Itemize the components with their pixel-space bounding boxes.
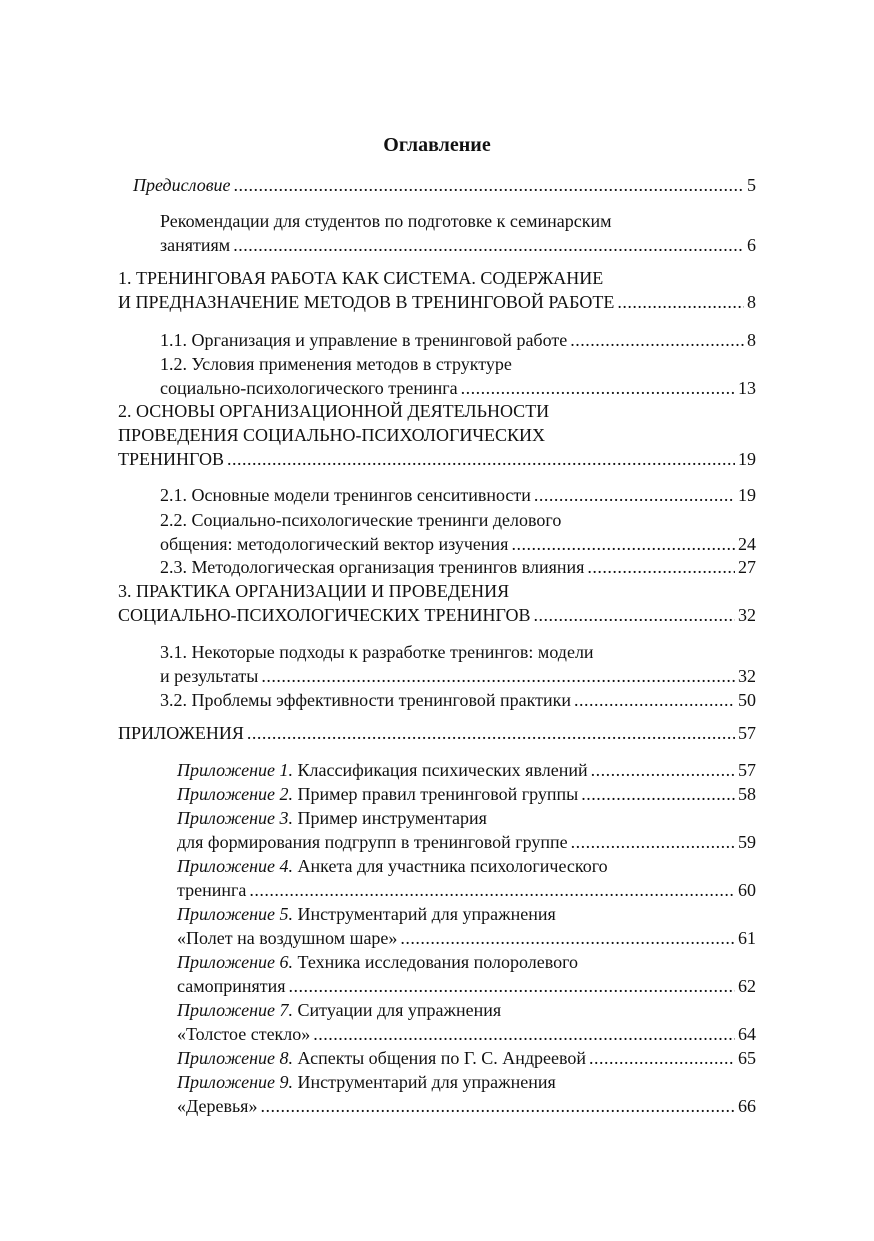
page-number: 6 [747, 235, 756, 255]
toc-entry-section-1-1[interactable] [160, 328, 756, 352]
dot-leader [534, 603, 735, 627]
page-number: 13 [738, 378, 756, 398]
toc-entry-section-3-2[interactable] [160, 688, 756, 712]
toc-entry-line: 3.2. Проблемы эффективности тренинговой практики [160, 690, 571, 710]
page-number: 65 [738, 1048, 756, 1068]
toc-entry-line: «Полет на воздушном шаре» [177, 928, 398, 948]
toc-entry-line: СОЦИАЛЬНО-ПСИХОЛОГИЧЕСКИХ ТРЕНИНГОВ [118, 605, 531, 625]
dot-leader [591, 758, 735, 782]
toc-entry-section-2-1[interactable] [160, 483, 756, 507]
appendix-label: Приложение 9. [177, 1072, 294, 1092]
appendix-label: Приложение 8. [177, 1048, 294, 1068]
page-number: 58 [738, 784, 756, 804]
toc-entry-appendix-8[interactable] [177, 1046, 756, 1070]
toc-entry-appendix-4[interactable] [177, 854, 756, 902]
page-number: 24 [738, 534, 756, 554]
toc-entry-line: Инструментарий для упражнения [293, 1072, 556, 1092]
toc-entry-line: 2.3. Методологическая организация тренингов влияния [160, 557, 585, 577]
toc-entry-line: Техника исследования полоролевого [293, 952, 579, 972]
page-number: 5 [747, 175, 756, 195]
dot-leader [574, 688, 735, 712]
dot-leader [461, 376, 735, 400]
page-number: 57 [738, 760, 756, 780]
appendix-label: Приложение 2. [177, 784, 294, 804]
toc-entry-line: Инструментарий для упражнения [293, 904, 556, 924]
dot-leader [247, 721, 735, 745]
toc-entry-appendix-2[interactable] [177, 782, 756, 806]
page-number: 8 [747, 330, 756, 350]
toc-entry-appendix-1[interactable] [177, 758, 756, 782]
dot-leader [313, 1022, 735, 1046]
dot-leader [227, 447, 735, 471]
dot-leader [581, 782, 735, 806]
dot-leader [289, 974, 735, 998]
dot-leader [261, 664, 735, 688]
toc-entry-line: И ПРЕДНАЗНАЧЕНИЕ МЕТОДОВ В ТРЕНИНГОВОЙ РАБОТЕ [118, 292, 615, 312]
toc-entry-line: 2.2. Социально-психологические тренинги делового [160, 510, 562, 530]
toc-entry-line: ПРОВЕДЕНИЯ СОЦИАЛЬНО-ПСИХОЛОГИЧЕСКИХ [118, 425, 546, 445]
dot-leader [400, 926, 735, 950]
toc-entry-recommendations[interactable] [160, 209, 756, 257]
toc-entry-line: самопринятия [177, 976, 286, 996]
toc-entry-section-1-2[interactable] [160, 352, 756, 400]
toc-entry-line: ТРЕНИНГОВ [118, 449, 224, 469]
page-number: 66 [738, 1096, 756, 1116]
toc-entry-line: Пример правил тренинговой группы [293, 784, 579, 804]
toc-entry-line: Классификация психических явлений [293, 760, 588, 780]
toc-entry-section-3-1[interactable] [160, 640, 756, 688]
toc-entry-line: 2. ОСНОВЫ ОРГАНИЗАЦИОННОЙ ДЕЯТЕЛЬНОСТИ [118, 401, 550, 421]
appendix-label: Приложение 6. [177, 952, 294, 972]
page-number: 32 [738, 666, 756, 686]
dot-leader [511, 532, 735, 556]
toc-entry-line: Анкета для участника психологического [293, 856, 608, 876]
toc-entry-line: «Деревья» [177, 1096, 258, 1116]
toc-entry-line: общения: методологический вектор изучения [160, 534, 509, 554]
appendix-label: Приложение 5. [177, 904, 294, 924]
page-number: 50 [738, 690, 756, 710]
toc-entry-line: 1.1. Организация и управление в тренинговой работе [160, 330, 568, 350]
toc-entry-line: 1.2. Условия применения методов в структуре [160, 354, 512, 374]
toc-entry-label: Предисловие [133, 175, 231, 195]
dot-leader [249, 878, 735, 902]
toc-entry-chapter-3[interactable] [118, 579, 756, 627]
toc-entry-line: 1. ТРЕНИНГОВАЯ РАБОТА КАК СИСТЕМА. СОДЕРЖАНИЕ [118, 268, 604, 288]
page-number: 62 [738, 976, 756, 996]
toc-entry-appendix-7[interactable] [177, 998, 756, 1046]
toc-entry-line: и результаты [160, 666, 259, 686]
toc-entry-appendix-5[interactable] [177, 902, 756, 950]
dot-leader [589, 1046, 735, 1070]
toc-entry-line: для формирования подгрупп в тренинговой группе [177, 832, 568, 852]
toc-entry-line: 3.1. Некоторые подходы к разработке тренингов: модели [160, 642, 594, 662]
page-title: Оглавление [383, 134, 491, 156]
toc-entry-chapter-2[interactable] [118, 399, 756, 471]
page-number: 27 [738, 557, 756, 577]
toc-entry-section-2-3[interactable] [160, 555, 756, 579]
dot-leader [617, 290, 744, 314]
toc-entry-appendix-3[interactable] [177, 806, 756, 854]
appendix-label: Приложение 4. [177, 856, 294, 876]
toc-entry-line: «Толстое стекло» [177, 1024, 311, 1044]
page-number: 8 [747, 292, 756, 312]
dot-leader [570, 328, 744, 352]
page-number: 59 [738, 832, 756, 852]
toc-entry-section-2-2[interactable] [160, 508, 756, 556]
toc-entry-line: 2.1. Основные модели тренингов сенситивности [160, 485, 531, 505]
dot-leader [587, 555, 735, 579]
page-number: 19 [738, 449, 756, 469]
toc-entry-line: тренинга [177, 880, 247, 900]
dot-leader [233, 233, 744, 257]
toc-entry-line: Аспекты общения по Г. С. Андреевой [293, 1048, 587, 1068]
dot-leader [260, 1094, 735, 1118]
toc-entry-line: Рекомендации для студентов по подготовке к семинарским [160, 211, 612, 231]
toc-entry-chapter-1[interactable] [118, 266, 756, 314]
toc-entry-appendix-6[interactable] [177, 950, 756, 998]
appendix-label: Приложение 7. [177, 1000, 294, 1020]
page-number: 60 [738, 880, 756, 900]
page-number: 32 [738, 605, 756, 625]
appendix-label: Приложение 3. [177, 808, 294, 828]
page-number: 19 [738, 485, 756, 505]
toc-entry-line: социально-психологического тренинга [160, 378, 458, 398]
page-number: 61 [738, 928, 756, 948]
toc-entry-line: Ситуации для упражнения [293, 1000, 502, 1020]
toc-entry-preface[interactable] [133, 173, 756, 197]
dot-leader [534, 483, 735, 507]
toc-entry-appendix-9[interactable] [177, 1070, 756, 1118]
toc-entry-line: Пример инструментария [293, 808, 487, 828]
appendix-label: Приложение 1. [177, 760, 294, 780]
page-number: 57 [738, 723, 756, 743]
toc-entry-label: ПРИЛОЖЕНИЯ [118, 723, 244, 743]
page-number: 64 [738, 1024, 756, 1044]
dot-leader [571, 830, 735, 854]
toc-entry-line: занятиям [160, 235, 231, 255]
toc-entry-appendices[interactable] [118, 721, 756, 745]
toc-entry-line: 3. ПРАКТИКА ОРГАНИЗАЦИИ И ПРОВЕДЕНИЯ [118, 581, 510, 601]
dot-leader [234, 173, 744, 197]
